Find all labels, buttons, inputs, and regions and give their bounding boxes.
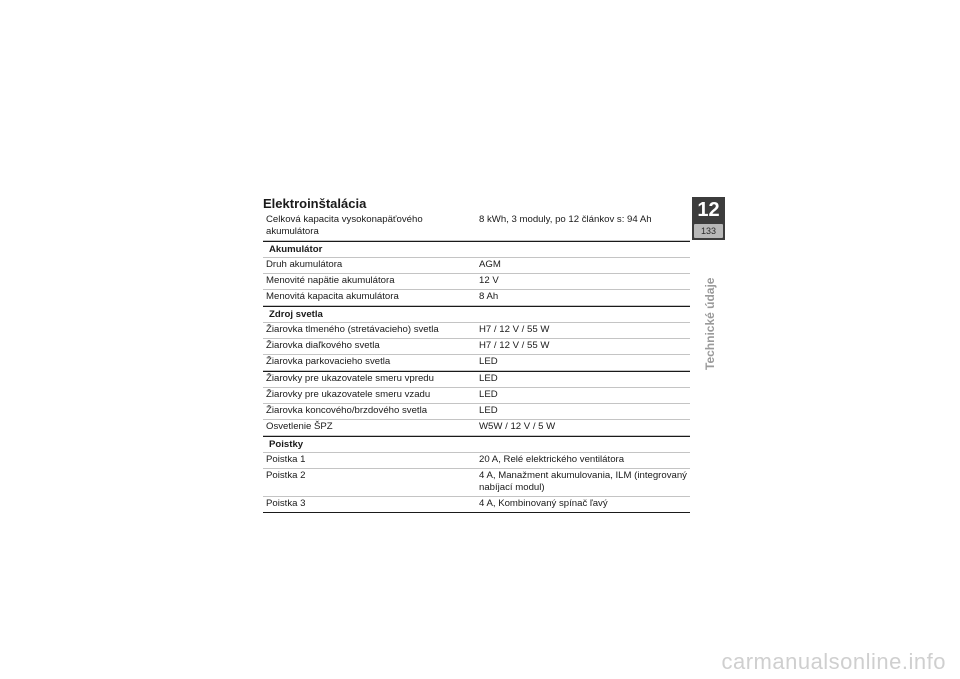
chapter-title: Technické údaje xyxy=(703,277,717,370)
row-value: LED xyxy=(479,389,498,400)
row-value: 12 V xyxy=(479,275,499,286)
table-row xyxy=(263,469,690,497)
watermark: carmanualsonline.info xyxy=(721,649,946,674)
table-row xyxy=(263,258,690,274)
table-row xyxy=(263,420,690,436)
table-row xyxy=(263,404,690,420)
chapter-number: 12 xyxy=(697,199,720,221)
row-label: Poistka 1 xyxy=(266,454,306,465)
group-heading-battery: Akumulátor xyxy=(263,241,690,258)
row-label: Žiarovka diaľkového svetla xyxy=(266,340,380,351)
spec-table xyxy=(263,213,690,513)
group-heading-light-source: Zdroj svetla xyxy=(263,306,690,323)
row-label: Poistka 2 xyxy=(266,470,306,481)
row-value: 20 A, Relé elektrického ventilátora xyxy=(479,454,625,465)
row-label: Žiarovky pre ukazovatele smeru vzadu xyxy=(266,389,431,400)
row-label: Celková kapacita vysokonapäťového akumulátora xyxy=(266,214,423,237)
row-label: Menovitá kapacita akumulátora xyxy=(266,291,399,302)
row-value: 4 A, Kombinovaný spínač ľavý xyxy=(479,498,608,509)
row-label: Osvetlenie ŠPZ xyxy=(266,421,333,432)
row-value: 8 Ah xyxy=(479,291,499,302)
table-row xyxy=(263,371,690,388)
row-value: 4 A, Manažment akumulovania, ILM (integrovaný nabíjací modul) xyxy=(479,470,687,493)
row-label: Žiarovka parkovacieho svetla xyxy=(266,356,391,367)
row-label: Poistka 3 xyxy=(266,498,306,509)
row-label: Žiarovky pre ukazovatele smeru vpredu xyxy=(266,373,434,384)
row-value: H7 / 12 V / 55 W xyxy=(479,340,550,351)
page-number: 133 xyxy=(694,224,723,238)
group-heading-fuses: Poistky xyxy=(263,436,690,453)
row-value: H7 / 12 V / 55 W xyxy=(479,324,550,335)
table-row xyxy=(263,339,690,355)
table-row xyxy=(263,323,690,339)
table-row xyxy=(263,453,690,469)
row-value: LED xyxy=(479,356,498,367)
row-value: 8 kWh, 3 moduly, po 12 článkov s: 94 Ah xyxy=(479,214,652,225)
table-row xyxy=(263,388,690,404)
row-label: Menovité napätie akumulátora xyxy=(266,275,395,286)
section-title: Elektroinštalácia xyxy=(263,196,367,211)
row-label: Druh akumulátora xyxy=(266,259,343,270)
table-row xyxy=(263,290,690,306)
row-value: LED xyxy=(479,405,498,416)
row-value: AGM xyxy=(479,259,501,270)
table-row xyxy=(263,355,690,371)
row-value: W5W / 12 V / 5 W xyxy=(479,421,556,432)
table-row xyxy=(263,274,690,290)
table-row xyxy=(263,213,690,241)
row-label: Žiarovka tlmeného (stretávacieho) svetla xyxy=(266,324,439,335)
row-value: LED xyxy=(479,373,498,384)
table-row xyxy=(263,497,690,513)
row-label: Žiarovka koncového/brzdového svetla xyxy=(266,405,428,416)
chapter-tab xyxy=(692,197,725,240)
